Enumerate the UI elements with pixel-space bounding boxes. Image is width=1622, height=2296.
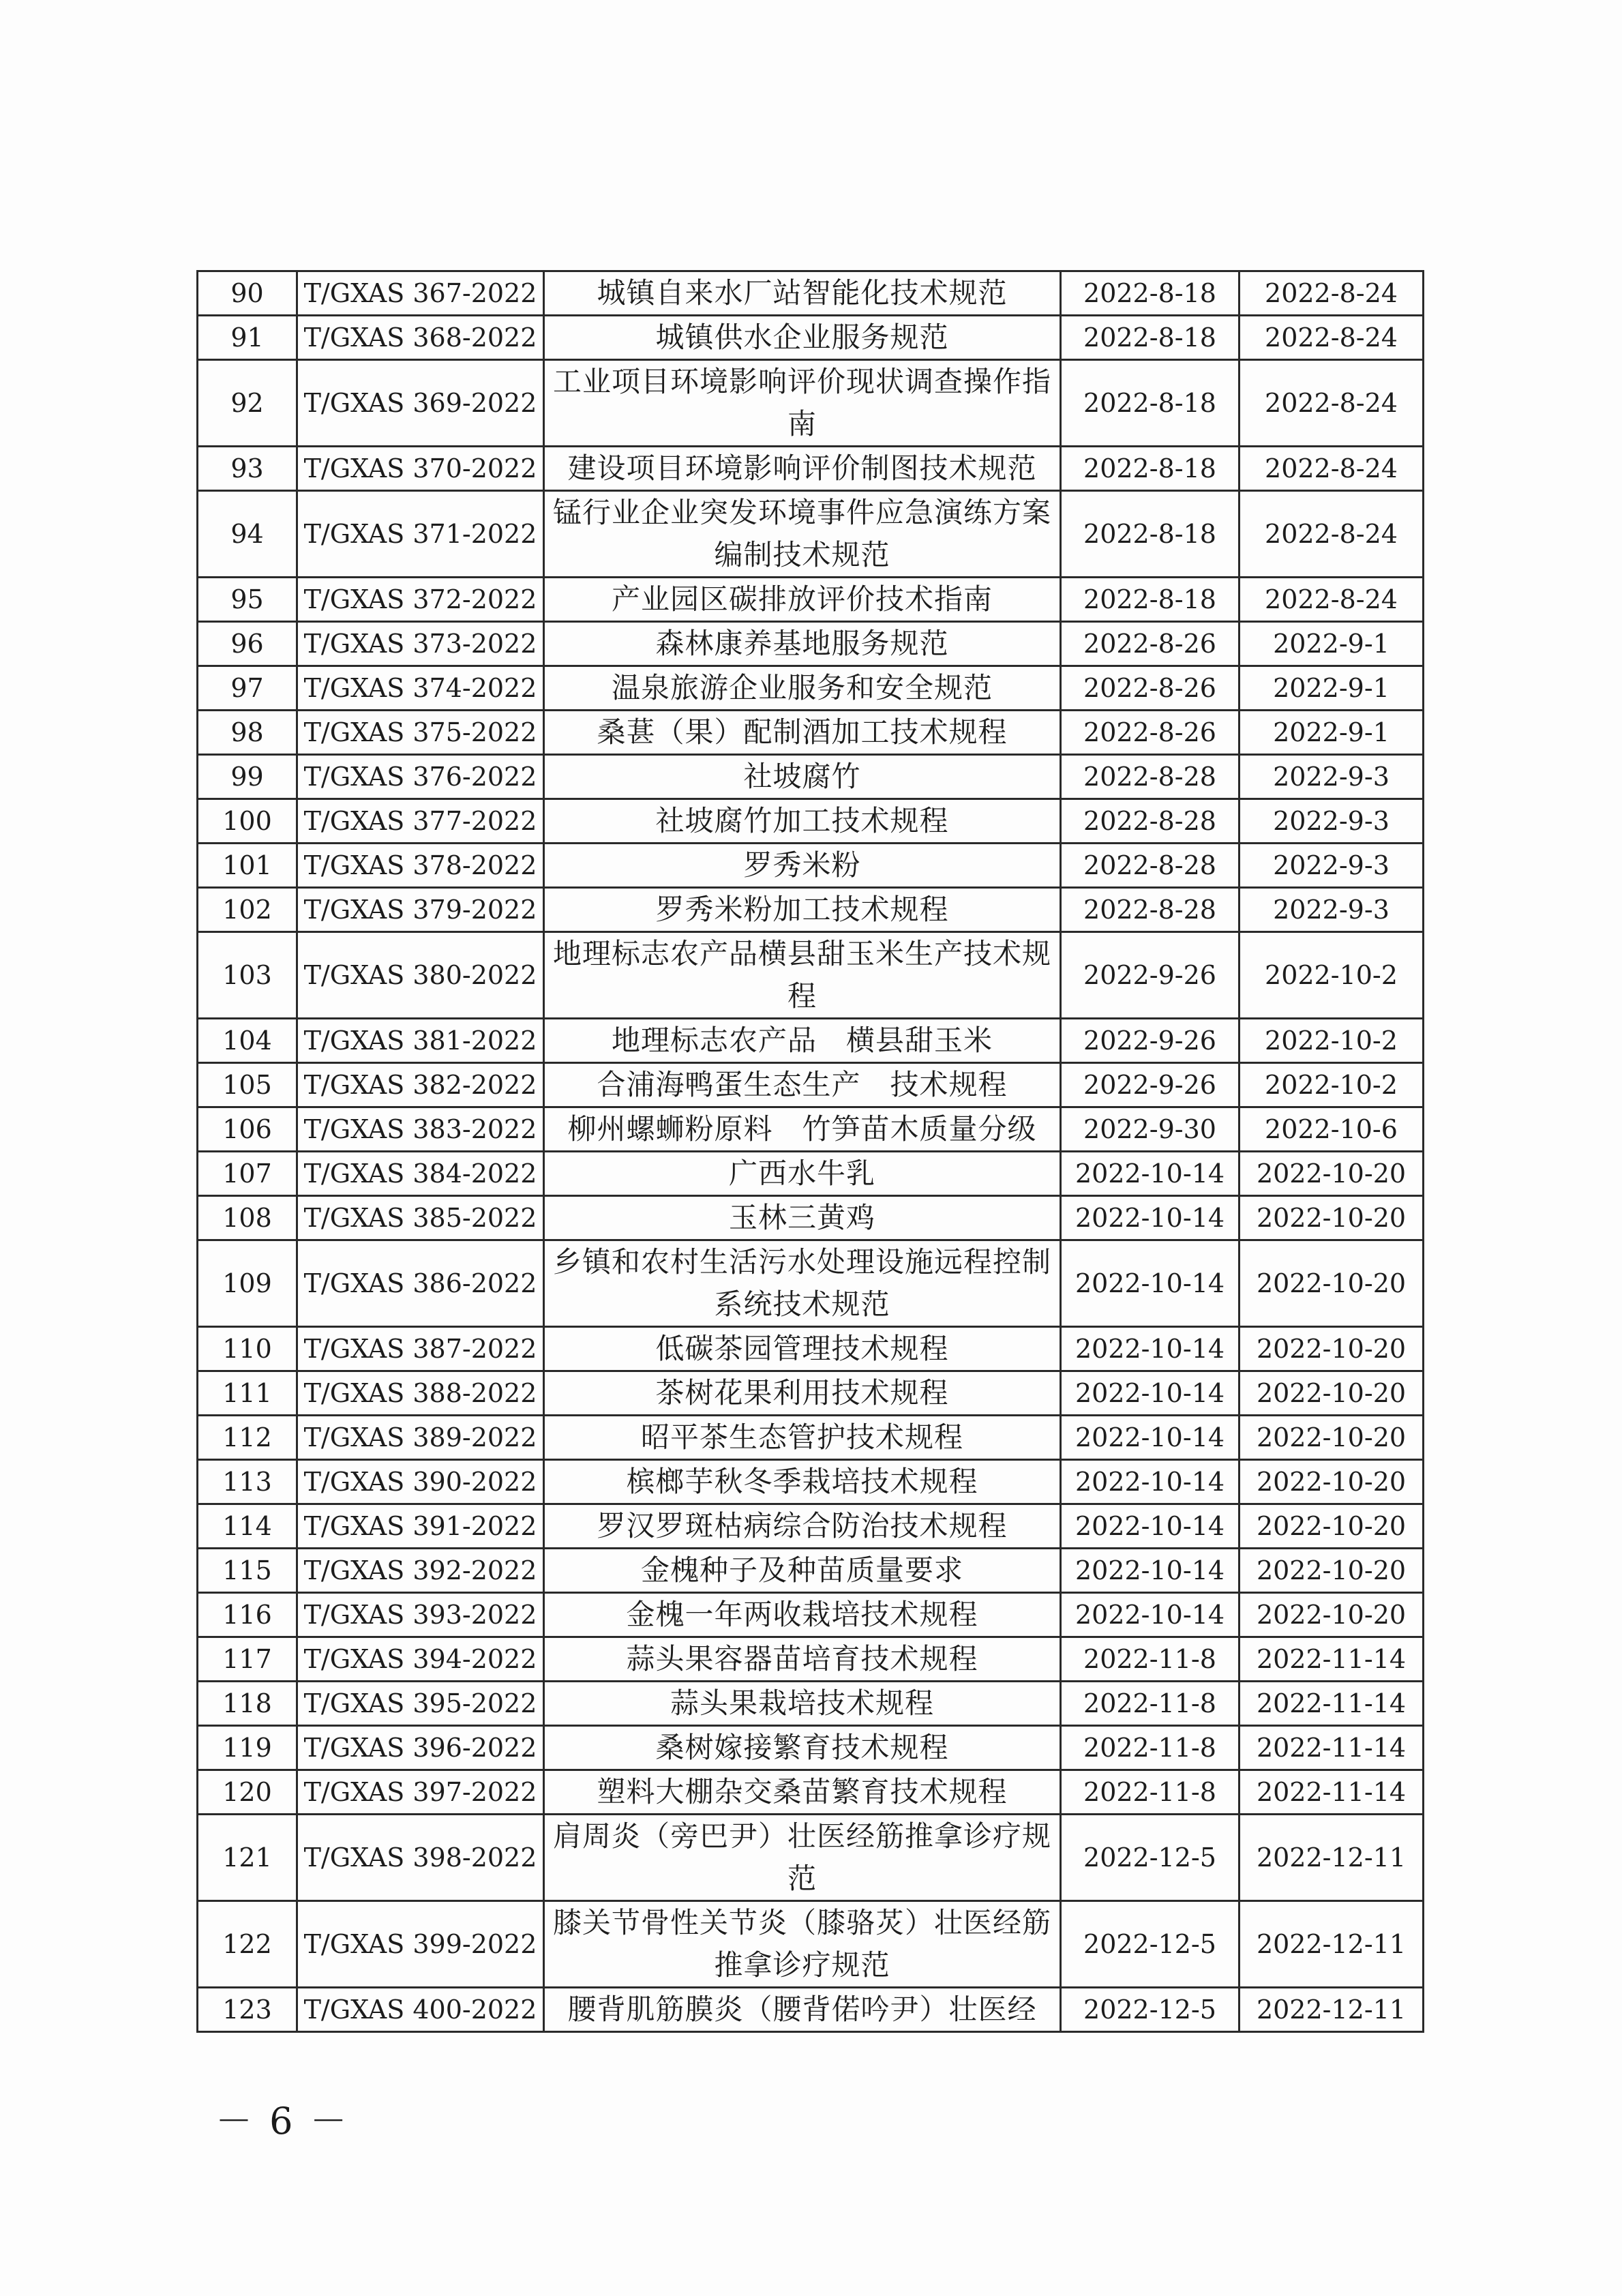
table-row	[198, 1460, 1424, 1504]
publish-date-cell: 2022-10-14	[1061, 1593, 1240, 1637]
implement-date-cell: 2022-10-20	[1240, 1460, 1424, 1504]
standard-name-cell: 地理标志农产品横县甜玉米生产技术规程	[544, 932, 1061, 1019]
table-row	[198, 1240, 1424, 1327]
standard-code-cell: T/GXAS 373-2022	[297, 622, 544, 666]
row-number-cell: 122	[198, 1901, 297, 1988]
standard-name-cell: 金槐种子及种苗质量要求	[544, 1549, 1061, 1593]
publish-date-cell: 2022-8-28	[1061, 844, 1240, 888]
table-row	[198, 844, 1424, 888]
standard-code-cell: T/GXAS 378-2022	[297, 844, 544, 888]
standard-name-cell: 蒜头果栽培技术规程	[544, 1682, 1061, 1726]
table-row	[198, 271, 1424, 316]
publish-date-cell: 2022-10-14	[1061, 1327, 1240, 1371]
row-number-cell: 94	[198, 491, 297, 578]
row-number-cell: 113	[198, 1460, 297, 1504]
standard-code-cell: T/GXAS 370-2022	[297, 447, 544, 491]
standard-code-cell: T/GXAS 396-2022	[297, 1726, 544, 1770]
implement-date-cell: 2022-9-3	[1240, 888, 1424, 932]
table-row	[198, 578, 1424, 622]
row-number-cell: 110	[198, 1327, 297, 1371]
publish-date-cell: 2022-8-28	[1061, 755, 1240, 799]
row-number-cell: 97	[198, 666, 297, 711]
row-number-cell: 120	[198, 1770, 297, 1815]
implement-date-cell: 2022-10-2	[1240, 932, 1424, 1019]
table-row	[198, 1988, 1424, 2032]
implement-date-cell: 2022-9-1	[1240, 622, 1424, 666]
standard-name-cell: 森林康养基地服务规范	[544, 622, 1061, 666]
standard-code-cell: T/GXAS 394-2022	[297, 1637, 544, 1682]
table-row	[198, 755, 1424, 799]
implement-date-cell: 2022-11-14	[1240, 1726, 1424, 1770]
standard-code-cell: T/GXAS 368-2022	[297, 316, 544, 360]
table-row	[198, 316, 1424, 360]
implement-date-cell: 2022-8-24	[1240, 447, 1424, 491]
standard-code-cell: T/GXAS 386-2022	[297, 1240, 544, 1327]
row-number-cell: 104	[198, 1019, 297, 1063]
standard-name-cell: 桑树嫁接繁育技术规程	[544, 1726, 1061, 1770]
row-number-cell: 108	[198, 1196, 297, 1240]
implement-date-cell: 2022-10-2	[1240, 1019, 1424, 1063]
publish-date-cell: 2022-12-5	[1061, 1815, 1240, 1901]
row-number-cell: 114	[198, 1504, 297, 1549]
implement-date-cell: 2022-11-14	[1240, 1770, 1424, 1815]
implement-date-cell: 2022-9-3	[1240, 844, 1424, 888]
row-number-cell: 109	[198, 1240, 297, 1327]
implement-date-cell: 2022-9-1	[1240, 666, 1424, 711]
publish-date-cell: 2022-10-14	[1061, 1371, 1240, 1416]
row-number-cell: 117	[198, 1637, 297, 1682]
publish-date-cell: 2022-11-8	[1061, 1682, 1240, 1726]
row-number-cell: 116	[198, 1593, 297, 1637]
table-row	[198, 932, 1424, 1019]
publish-date-cell: 2022-8-18	[1061, 316, 1240, 360]
standard-code-cell: T/GXAS 367-2022	[297, 271, 544, 316]
standard-name-cell: 肩周炎（旁巴尹）壮医经筋推拿诊疗规范	[544, 1815, 1061, 1901]
implement-date-cell: 2022-9-3	[1240, 799, 1424, 844]
publish-date-cell: 2022-8-18	[1061, 578, 1240, 622]
standard-name-cell: 桑葚（果）配制酒加工技术规程	[544, 711, 1061, 755]
implement-date-cell: 2022-11-14	[1240, 1682, 1424, 1726]
standard-name-cell: 罗汉罗斑枯病综合防治技术规程	[544, 1504, 1061, 1549]
table-row	[198, 447, 1424, 491]
publish-date-cell: 2022-10-14	[1061, 1240, 1240, 1327]
standard-code-cell: T/GXAS 399-2022	[297, 1901, 544, 1988]
standard-code-cell: T/GXAS 374-2022	[297, 666, 544, 711]
table-row	[198, 1549, 1424, 1593]
implement-date-cell: 2022-10-2	[1240, 1063, 1424, 1107]
standard-name-cell: 槟榔芋秋冬季栽培技术规程	[544, 1460, 1061, 1504]
implement-date-cell: 2022-10-20	[1240, 1593, 1424, 1637]
row-number-cell: 118	[198, 1682, 297, 1726]
table-row	[198, 1019, 1424, 1063]
publish-date-cell: 2022-12-5	[1061, 1988, 1240, 2032]
standard-name-cell: 金槐一年两收栽培技术规程	[544, 1593, 1061, 1637]
table-row	[198, 1063, 1424, 1107]
table-row	[198, 1196, 1424, 1240]
standard-code-cell: T/GXAS 383-2022	[297, 1107, 544, 1152]
standard-name-cell: 社坡腐竹	[544, 755, 1061, 799]
table-row	[198, 622, 1424, 666]
row-number-cell: 119	[198, 1726, 297, 1770]
standard-code-cell: T/GXAS 384-2022	[297, 1152, 544, 1196]
standard-name-cell: 低碳茶园管理技术规程	[544, 1327, 1061, 1371]
row-number-cell: 103	[198, 932, 297, 1019]
table-row	[198, 1371, 1424, 1416]
standard-code-cell: T/GXAS 388-2022	[297, 1371, 544, 1416]
implement-date-cell: 2022-10-20	[1240, 1549, 1424, 1593]
row-number-cell: 99	[198, 755, 297, 799]
standard-name-cell: 广西水牛乳	[544, 1152, 1061, 1196]
implement-date-cell: 2022-10-20	[1240, 1240, 1424, 1327]
standard-code-cell: T/GXAS 393-2022	[297, 1593, 544, 1637]
standards-table-body	[198, 271, 1424, 2032]
table-row	[198, 1107, 1424, 1152]
standard-code-cell: T/GXAS 385-2022	[297, 1196, 544, 1240]
table-row	[198, 491, 1424, 578]
row-number-cell: 100	[198, 799, 297, 844]
standard-code-cell: T/GXAS 381-2022	[297, 1019, 544, 1063]
implement-date-cell: 2022-10-6	[1240, 1107, 1424, 1152]
implement-date-cell: 2022-9-1	[1240, 711, 1424, 755]
publish-date-cell: 2022-8-18	[1061, 271, 1240, 316]
implement-date-cell: 2022-9-3	[1240, 755, 1424, 799]
publish-date-cell: 2022-9-26	[1061, 1019, 1240, 1063]
publish-date-cell: 2022-8-26	[1061, 711, 1240, 755]
table-row	[198, 1152, 1424, 1196]
table-row	[198, 1504, 1424, 1549]
publish-date-cell: 2022-10-14	[1061, 1416, 1240, 1460]
row-number-cell: 107	[198, 1152, 297, 1196]
implement-date-cell: 2022-10-20	[1240, 1371, 1424, 1416]
standard-code-cell: T/GXAS 375-2022	[297, 711, 544, 755]
row-number-cell: 92	[198, 360, 297, 447]
row-number-cell: 123	[198, 1988, 297, 2032]
publish-date-cell: 2022-8-28	[1061, 888, 1240, 932]
standard-name-cell: 蒜头果容器苗培育技术规程	[544, 1637, 1061, 1682]
table-row	[198, 1327, 1424, 1371]
standard-name-cell: 罗秀米粉	[544, 844, 1061, 888]
page-number: － 6 －	[215, 2100, 350, 2143]
standard-name-cell: 罗秀米粉加工技术规程	[544, 888, 1061, 932]
implement-date-cell: 2022-8-24	[1240, 271, 1424, 316]
standard-name-cell: 城镇供水企业服务规范	[544, 316, 1061, 360]
standard-code-cell: T/GXAS 372-2022	[297, 578, 544, 622]
publish-date-cell: 2022-10-14	[1061, 1196, 1240, 1240]
publish-date-cell: 2022-8-18	[1061, 491, 1240, 578]
table-row	[198, 1416, 1424, 1460]
standard-code-cell: T/GXAS 389-2022	[297, 1416, 544, 1460]
publish-date-cell: 2022-9-26	[1061, 1063, 1240, 1107]
implement-date-cell: 2022-12-11	[1240, 1901, 1424, 1988]
standard-code-cell: T/GXAS 398-2022	[297, 1815, 544, 1901]
row-number-cell: 98	[198, 711, 297, 755]
implement-date-cell: 2022-10-20	[1240, 1196, 1424, 1240]
publish-date-cell: 2022-10-14	[1061, 1152, 1240, 1196]
table-row	[198, 666, 1424, 711]
implement-date-cell: 2022-8-24	[1240, 316, 1424, 360]
standard-code-cell: T/GXAS 395-2022	[297, 1682, 544, 1726]
standard-name-cell: 温泉旅游企业服务和安全规范	[544, 666, 1061, 711]
standard-code-cell: T/GXAS 392-2022	[297, 1549, 544, 1593]
standard-name-cell: 乡镇和农村生活污水处理设施远程控制系统技术规范	[544, 1240, 1061, 1327]
table-row	[198, 1770, 1424, 1815]
standard-name-cell: 建设项目环境影响评价制图技术规范	[544, 447, 1061, 491]
standard-name-cell: 柳州螺蛳粉原料 竹笋苗木质量分级	[544, 1107, 1061, 1152]
row-number-cell: 96	[198, 622, 297, 666]
implement-date-cell: 2022-10-20	[1240, 1416, 1424, 1460]
table-row	[198, 360, 1424, 447]
standard-name-cell: 社坡腐竹加工技术规程	[544, 799, 1061, 844]
publish-date-cell: 2022-8-28	[1061, 799, 1240, 844]
standard-code-cell: T/GXAS 391-2022	[297, 1504, 544, 1549]
implement-date-cell: 2022-12-11	[1240, 1988, 1424, 2032]
publish-date-cell: 2022-8-26	[1061, 666, 1240, 711]
standard-code-cell: T/GXAS 380-2022	[297, 932, 544, 1019]
publish-date-cell: 2022-11-8	[1061, 1726, 1240, 1770]
publish-date-cell: 2022-11-8	[1061, 1637, 1240, 1682]
row-number-cell: 112	[198, 1416, 297, 1460]
standard-code-cell: T/GXAS 382-2022	[297, 1063, 544, 1107]
table-row	[198, 711, 1424, 755]
standard-code-cell: T/GXAS 397-2022	[297, 1770, 544, 1815]
table-row	[198, 1593, 1424, 1637]
implement-date-cell: 2022-10-20	[1240, 1504, 1424, 1549]
standard-name-cell: 膝关节骨性关节炎（膝骆炗）壮医经筋推拿诊疗规范	[544, 1901, 1061, 1988]
table-row	[198, 888, 1424, 932]
table-row	[198, 1726, 1424, 1770]
row-number-cell: 102	[198, 888, 297, 932]
standard-code-cell: T/GXAS 371-2022	[297, 491, 544, 578]
row-number-cell: 90	[198, 271, 297, 316]
standard-name-cell: 茶树花果利用技术规程	[544, 1371, 1061, 1416]
publish-date-cell: 2022-12-5	[1061, 1901, 1240, 1988]
standard-name-cell: 玉林三黄鸡	[544, 1196, 1061, 1240]
standard-name-cell: 地理标志农产品 横县甜玉米	[544, 1019, 1061, 1063]
standard-code-cell: T/GXAS 376-2022	[297, 755, 544, 799]
standard-code-cell: T/GXAS 369-2022	[297, 360, 544, 447]
standard-name-cell: 塑料大棚杂交桑苗繁育技术规程	[544, 1770, 1061, 1815]
publish-date-cell: 2022-9-26	[1061, 932, 1240, 1019]
row-number-cell: 105	[198, 1063, 297, 1107]
table-row	[198, 1815, 1424, 1901]
implement-date-cell: 2022-10-20	[1240, 1152, 1424, 1196]
row-number-cell: 101	[198, 844, 297, 888]
row-number-cell: 91	[198, 316, 297, 360]
row-number-cell: 111	[198, 1371, 297, 1416]
row-number-cell: 115	[198, 1549, 297, 1593]
standard-code-cell: T/GXAS 390-2022	[297, 1460, 544, 1504]
implement-date-cell: 2022-8-24	[1240, 360, 1424, 447]
table-row	[198, 799, 1424, 844]
row-number-cell: 106	[198, 1107, 297, 1152]
implement-date-cell: 2022-12-11	[1240, 1815, 1424, 1901]
publish-date-cell: 2022-10-14	[1061, 1460, 1240, 1504]
publish-date-cell: 2022-10-14	[1061, 1549, 1240, 1593]
standard-name-cell: 工业项目环境影响评价现状调查操作指南	[544, 360, 1061, 447]
publish-date-cell: 2022-11-8	[1061, 1770, 1240, 1815]
row-number-cell: 93	[198, 447, 297, 491]
table-row	[198, 1901, 1424, 1988]
implement-date-cell: 2022-8-24	[1240, 491, 1424, 578]
standards-table	[196, 270, 1424, 2033]
table-row	[198, 1682, 1424, 1726]
standard-name-cell: 锰行业企业突发环境事件应急演练方案编制技术规范	[544, 491, 1061, 578]
standard-name-cell: 昭平茶生态管护技术规程	[544, 1416, 1061, 1460]
standard-name-cell: 产业园区碳排放评价技术指南	[544, 578, 1061, 622]
publish-date-cell: 2022-8-18	[1061, 447, 1240, 491]
standard-code-cell: T/GXAS 400-2022	[297, 1988, 544, 2032]
publish-date-cell: 2022-9-30	[1061, 1107, 1240, 1152]
implement-date-cell: 2022-10-20	[1240, 1327, 1424, 1371]
implement-date-cell: 2022-8-24	[1240, 578, 1424, 622]
implement-date-cell: 2022-11-14	[1240, 1637, 1424, 1682]
publish-date-cell: 2022-10-14	[1061, 1504, 1240, 1549]
publish-date-cell: 2022-8-18	[1061, 360, 1240, 447]
publish-date-cell: 2022-8-26	[1061, 622, 1240, 666]
standard-name-cell: 腰背肌筋膜炎（腰背偌吟尹）壮医经	[544, 1988, 1061, 2032]
standard-name-cell: 合浦海鸭蛋生态生产 技术规程	[544, 1063, 1061, 1107]
table-row	[198, 1637, 1424, 1682]
standard-code-cell: T/GXAS 387-2022	[297, 1327, 544, 1371]
standard-name-cell: 城镇自来水厂站智能化技术规范	[544, 271, 1061, 316]
row-number-cell: 121	[198, 1815, 297, 1901]
row-number-cell: 95	[198, 578, 297, 622]
standard-code-cell: T/GXAS 377-2022	[297, 799, 544, 844]
standard-code-cell: T/GXAS 379-2022	[297, 888, 544, 932]
